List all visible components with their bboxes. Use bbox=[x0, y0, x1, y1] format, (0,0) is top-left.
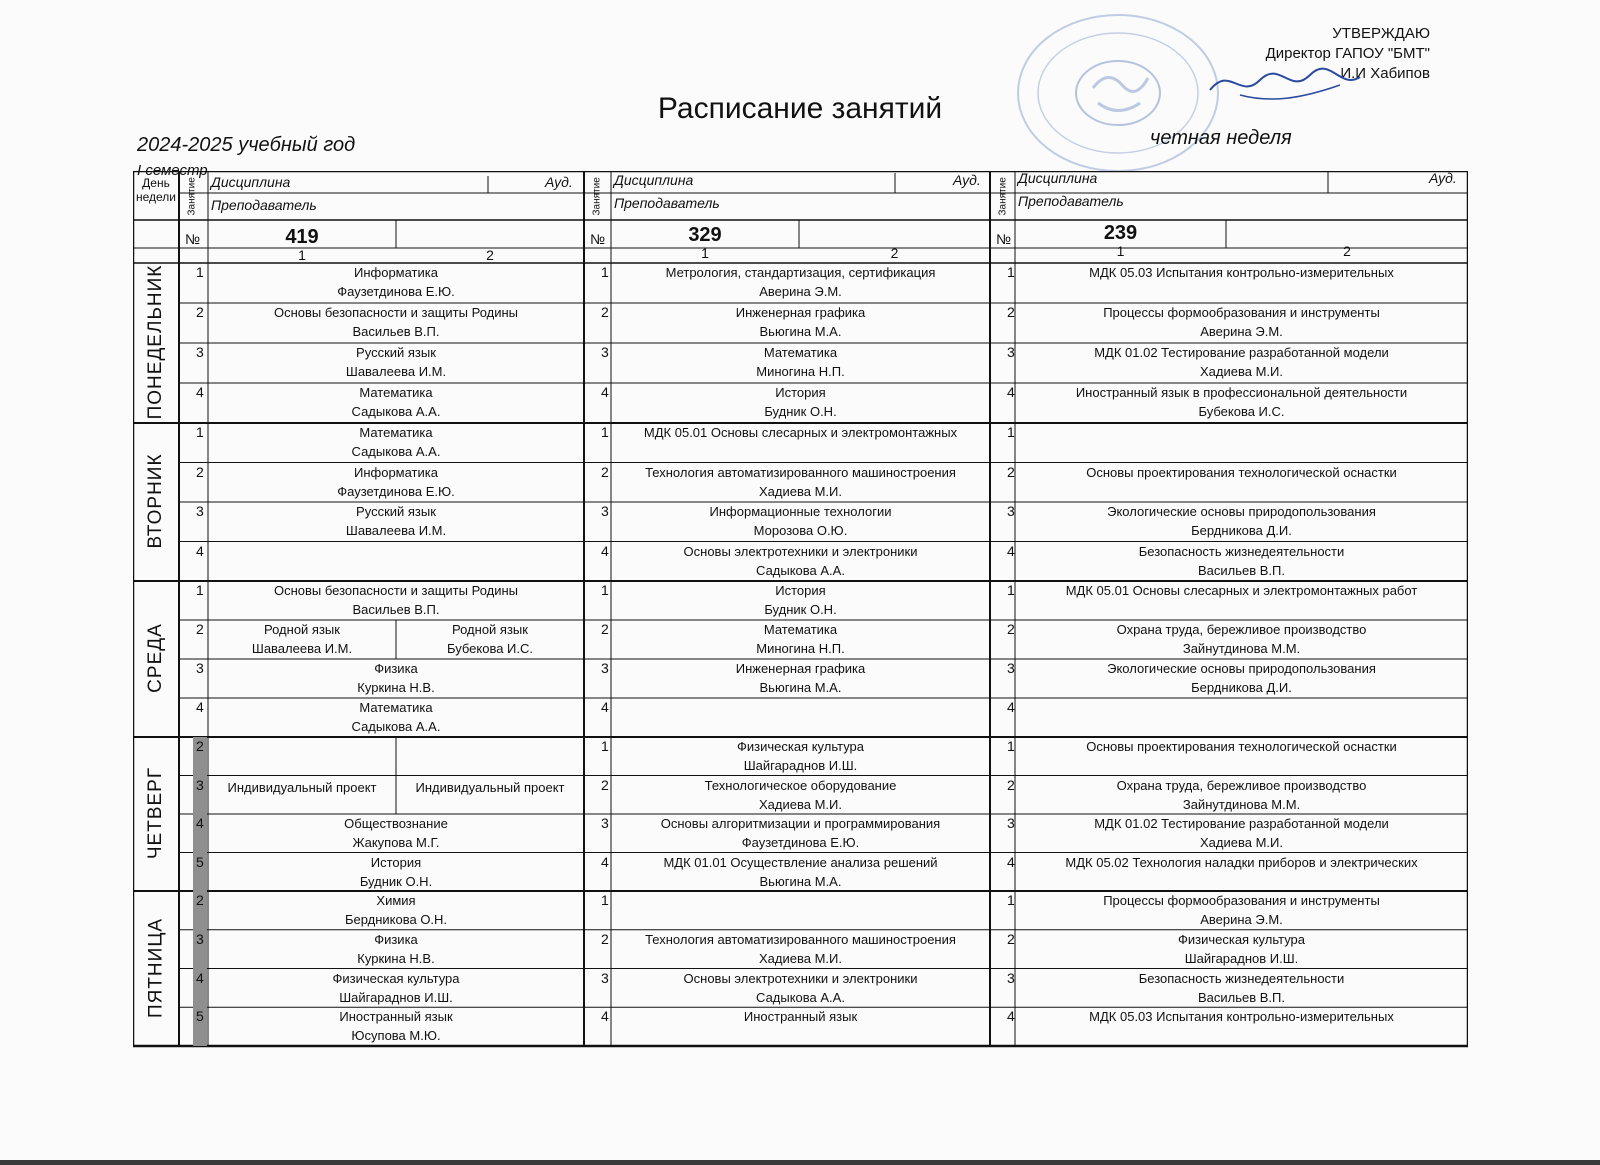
lesson-column-header: Занятие bbox=[591, 177, 603, 216]
lesson-subject: Технологическое оборудование bbox=[704, 777, 897, 793]
lesson-number: 1 bbox=[196, 424, 204, 440]
subgroup-1-label: 1 bbox=[701, 245, 709, 261]
lesson-teacher: Бердникова Д.И. bbox=[1191, 523, 1292, 538]
lesson-teacher: Вьюгина М.А. bbox=[759, 873, 842, 889]
lesson-number: 4 bbox=[1007, 542, 1015, 559]
lesson-subject: Экологические основы природопользования bbox=[1107, 504, 1376, 519]
lesson-number: 1 bbox=[1007, 892, 1015, 908]
number-sign: № bbox=[590, 231, 606, 247]
lesson-subject: МДК 05.03 Испытания контрольно-измерительных bbox=[1089, 1009, 1394, 1025]
lesson-number: 1 bbox=[601, 738, 609, 754]
lesson-subject: МДК 05.02 Технология наладки приборов и электрических bbox=[1065, 854, 1418, 870]
approval-line-1: УТВЕРЖДАЮ bbox=[1332, 25, 1430, 42]
lesson-subject: Информационные технологии bbox=[709, 504, 892, 519]
lesson-teacher: Садыкова А.А. bbox=[351, 404, 441, 419]
lesson-number: 5 bbox=[196, 1008, 204, 1025]
subgroup-1-label: 1 bbox=[298, 247, 306, 263]
page-title: Расписание занятий bbox=[657, 92, 943, 125]
lesson-subject: МДК 05.03 Испытания контрольно-измерительных bbox=[1089, 265, 1394, 280]
day-name: СРЕДА bbox=[145, 623, 166, 693]
lesson-subject: История bbox=[370, 854, 422, 870]
lesson-subject: Физическая культура bbox=[332, 970, 460, 986]
lesson-number: 1 bbox=[196, 582, 204, 598]
lesson-number: 3 bbox=[196, 344, 204, 360]
lesson-subject: Процессы формообразования и инструменты bbox=[1103, 305, 1380, 320]
lesson-number: 2 bbox=[196, 304, 204, 320]
lesson-subject: Информатика bbox=[354, 464, 438, 480]
lesson-number: 4 bbox=[601, 853, 609, 870]
teacher-header: Преподаватель bbox=[211, 197, 317, 213]
lesson-number: 2 bbox=[601, 930, 609, 947]
day-name: ПЯТНИЦА bbox=[145, 917, 166, 1018]
lesson-number: 4 bbox=[196, 699, 204, 715]
lesson-subject: Безопасность жизнедеятельности bbox=[1138, 970, 1345, 986]
lesson-teacher: Зайнутдинова М.М. bbox=[1182, 796, 1301, 812]
lesson-teacher: Куркина Н.В. bbox=[357, 680, 435, 695]
lesson-subject: Охрана труда, бережливое производство bbox=[1116, 622, 1367, 637]
lesson-subject: Обществознание bbox=[344, 816, 448, 831]
lesson-subject: Метрология, стандартизация, сертификация bbox=[665, 265, 936, 280]
lesson-teacher: Хадиева М.И. bbox=[759, 950, 842, 966]
lesson-teacher: Будник О.Н. bbox=[764, 404, 837, 419]
lesson-number: 2 bbox=[196, 738, 204, 754]
lesson-subject: Основы безопасности и защиты Родины bbox=[273, 583, 519, 598]
lesson-subject: Математика bbox=[359, 425, 433, 440]
lesson-subject: Процессы формообразования и инструменты bbox=[1103, 893, 1380, 908]
lesson-teacher: Аверина Э.М. bbox=[1200, 324, 1283, 339]
lesson-subject: Математика bbox=[359, 700, 433, 715]
lesson-subject: Русский язык bbox=[356, 345, 436, 360]
discipline-header: Дисциплина bbox=[211, 174, 291, 190]
lesson-number: 3 bbox=[1007, 660, 1015, 676]
lesson-teacher: Шавалеева И.М. bbox=[345, 523, 447, 538]
lesson-subject: МДК 01.02 Тестирование разработанной модели bbox=[1094, 816, 1389, 831]
lesson-subject: Информатика bbox=[354, 265, 438, 280]
lesson-number: 2 bbox=[601, 776, 609, 793]
day-name: ВТОРНИК bbox=[145, 453, 166, 549]
lesson-subject: Основы электротехники и электроники bbox=[683, 543, 918, 559]
lesson-number: 3 bbox=[601, 969, 609, 986]
day-name: ПОНЕДЕЛЬНИК bbox=[145, 264, 166, 420]
lesson-number: 3 bbox=[196, 660, 204, 676]
room-header: Ауд. bbox=[1429, 170, 1457, 186]
lesson-number: 3 bbox=[196, 930, 204, 947]
lesson-teacher: Васильев В.П. bbox=[1197, 562, 1285, 578]
week-type: четная неделя bbox=[1150, 127, 1292, 149]
lesson-subject: МДК 05.01 Основы слесарных и электромонтажных bbox=[643, 425, 958, 440]
lesson-teacher: Шайгараднов И.Ш. bbox=[743, 758, 858, 773]
lesson-subject: Иностранный язык bbox=[743, 1009, 858, 1025]
lesson-subject: МДК 05.01 Основы слесарных и электромонтажных работ bbox=[1065, 583, 1418, 598]
lesson-teacher: Фаузетдинова Е.Ю. bbox=[337, 284, 455, 299]
lesson-subject: Физическая культура bbox=[1177, 931, 1306, 947]
lesson-subject: Основы проектирования технологической оснастки bbox=[1086, 464, 1397, 480]
lesson-subject: Индивидуальный проект bbox=[227, 779, 377, 795]
lesson-subject: Инженерная графика bbox=[735, 661, 866, 676]
lesson-teacher: Куркина Н.В. bbox=[357, 950, 435, 966]
lesson-number: 3 bbox=[196, 776, 204, 793]
lesson-column-header: Занятие bbox=[186, 177, 198, 216]
lesson-teacher: Шайгараднов И.Ш. bbox=[339, 989, 453, 1005]
lesson-subject: Охрана труда, бережливое производство bbox=[1116, 777, 1367, 793]
lesson-number: 2 bbox=[1007, 930, 1015, 947]
lesson-number: 2 bbox=[196, 621, 204, 637]
lesson-number: 3 bbox=[601, 344, 609, 360]
lesson-teacher: Фаузетдинова Е.Ю. bbox=[337, 483, 455, 499]
lesson-number: 3 bbox=[196, 503, 204, 519]
lesson-subject: Физическая культура bbox=[736, 739, 865, 754]
lesson-teacher: Будник О.Н. bbox=[764, 602, 837, 617]
lesson-teacher: Садыкова А.А. bbox=[351, 444, 441, 459]
day-name: ЧЕТВЕРГ bbox=[145, 766, 166, 860]
lesson-subject: История bbox=[775, 583, 826, 598]
lesson-subject: Физика bbox=[374, 661, 418, 676]
lesson-teacher: Шавалеева И.М. bbox=[345, 364, 447, 379]
lesson-teacher: Хадиева М.И. bbox=[759, 483, 842, 499]
discipline-header: Дисциплина bbox=[614, 172, 694, 188]
lesson-number: 4 bbox=[1007, 699, 1015, 715]
lesson-number: 2 bbox=[601, 463, 609, 480]
lesson-subject: Основы электротехники и электроники bbox=[683, 970, 918, 986]
lesson-subject: Физика bbox=[374, 931, 418, 947]
lesson-number: 1 bbox=[1007, 264, 1015, 280]
lesson-subject: Русский язык bbox=[356, 504, 436, 519]
lesson-subject: Родной язык bbox=[264, 622, 340, 637]
semester-label: I семестр bbox=[137, 162, 208, 179]
lesson-subject: Технология автоматизированного машиностроения bbox=[645, 464, 956, 480]
lesson-teacher: Аверина Э.М. bbox=[1200, 912, 1283, 927]
lesson-subject: История bbox=[775, 385, 826, 400]
number-sign: № bbox=[185, 231, 201, 247]
lesson-subject: Иностранный язык в профессиональной деятельности bbox=[1075, 385, 1408, 400]
lesson-number: 4 bbox=[1007, 853, 1015, 870]
lesson-teacher: Садыкова А.А. bbox=[756, 989, 845, 1005]
lesson-teacher: Зайнутдинова М.М. bbox=[1182, 641, 1301, 656]
lesson-subject: Технология автоматизированного машиностроения bbox=[645, 931, 956, 947]
subgroup-2-label: 2 bbox=[890, 245, 899, 261]
discipline-header: Дисциплина bbox=[1018, 170, 1098, 186]
lesson-number: 3 bbox=[1007, 503, 1015, 519]
lesson-subject: Химия bbox=[376, 893, 416, 908]
teacher-header: Преподаватель bbox=[1018, 193, 1124, 209]
lesson-teacher: Шавалеева И.М. bbox=[251, 641, 353, 656]
lesson-subject: Основы проектирования технологической оснастки bbox=[1086, 739, 1397, 754]
lesson-subject: Экологические основы природопользования bbox=[1107, 661, 1376, 676]
lesson-teacher: Морозова О.Ю. bbox=[753, 523, 848, 538]
page-bottom-edge bbox=[0, 1160, 1600, 1165]
lesson-number: 3 bbox=[1007, 815, 1015, 831]
lesson-number: 1 bbox=[601, 264, 609, 280]
lesson-number: 2 bbox=[196, 463, 204, 480]
lesson-number: 1 bbox=[1007, 582, 1015, 598]
lesson-teacher: Садыкова А.А. bbox=[756, 562, 845, 578]
lesson-number: 2 bbox=[1007, 304, 1015, 320]
lesson-number: 4 bbox=[1007, 384, 1015, 400]
lesson-number: 2 bbox=[1007, 621, 1015, 637]
group-number-329: 329 bbox=[688, 224, 722, 246]
lesson-subject: Основы безопасности и защиты Родины bbox=[273, 305, 519, 320]
lesson-number: 4 bbox=[601, 542, 609, 559]
lesson-number: 1 bbox=[601, 424, 609, 440]
lesson-teacher: Юсупова М.Ю. bbox=[351, 1028, 441, 1044]
lesson-number: 4 bbox=[601, 1008, 609, 1025]
lesson-teacher: Аверина Э.М. bbox=[759, 284, 842, 299]
lesson-teacher: Бубекова И.С. bbox=[446, 641, 534, 656]
lesson-subject: Безопасность жизнедеятельности bbox=[1138, 543, 1345, 559]
lesson-number: 3 bbox=[601, 660, 609, 676]
lesson-number: 4 bbox=[601, 699, 609, 715]
lesson-teacher: Васильев В.П. bbox=[352, 602, 440, 617]
academic-year: 2024-2025 учебный год bbox=[137, 134, 356, 156]
room-header: Ауд. bbox=[545, 174, 573, 190]
lesson-number: 3 bbox=[601, 503, 609, 519]
lesson-subject: Инженерная графика bbox=[735, 305, 866, 320]
number-sign: № bbox=[996, 231, 1012, 247]
group-number-419: 419 bbox=[285, 226, 319, 248]
lesson-teacher: Хадиева М.И. bbox=[1200, 364, 1283, 379]
lesson-number: 4 bbox=[1007, 1008, 1015, 1025]
lesson-number: 3 bbox=[1007, 969, 1015, 986]
lesson-teacher: Бубекова И.С. bbox=[1198, 404, 1285, 419]
lesson-subject: МДК 01.02 Тестирование разработанной модели bbox=[1094, 345, 1389, 360]
lesson-number: 4 bbox=[196, 815, 204, 831]
lesson-column-header: Занятие bbox=[997, 177, 1009, 216]
lesson-teacher: Миногина Н.П. bbox=[756, 364, 845, 379]
lesson-teacher: Хадиева М.И. bbox=[759, 796, 842, 812]
subgroup-2-label: 2 bbox=[1343, 243, 1351, 259]
lesson-subject: Математика bbox=[359, 385, 433, 400]
lesson-teacher: Вьюгина М.А. bbox=[759, 680, 842, 695]
lesson-subject: МДК 01.01 Осуществление анализа решений bbox=[663, 854, 938, 870]
teacher-header: Преподаватель bbox=[614, 195, 720, 211]
lesson-number: 4 bbox=[196, 969, 204, 986]
lesson-subject: Математика bbox=[763, 622, 838, 637]
lesson-number: 2 bbox=[1007, 776, 1015, 793]
lesson-teacher: Бердникова О.Н. bbox=[344, 912, 448, 927]
lesson-teacher: Будник О.Н. bbox=[359, 873, 433, 889]
subgroup-2-label: 2 bbox=[486, 247, 494, 263]
lesson-number: 5 bbox=[196, 853, 204, 870]
group-number-239: 239 bbox=[1103, 222, 1138, 244]
lesson-number: 1 bbox=[601, 582, 609, 598]
lesson-subject: Математика bbox=[763, 345, 838, 360]
lesson-teacher: Хадиева М.И. bbox=[1200, 835, 1283, 850]
lesson-number: 3 bbox=[1007, 344, 1015, 360]
lesson-subject: Основы алгоритмизации и программирования bbox=[660, 816, 941, 831]
lesson-teacher: Бердникова Д.И. bbox=[1191, 680, 1292, 695]
subgroup-1-label: 1 bbox=[1116, 243, 1125, 259]
lesson-number: 2 bbox=[601, 621, 609, 637]
lesson-subject: Родной язык bbox=[452, 622, 528, 637]
approval-line-2: Директор ГАПОУ "БМТ" bbox=[1265, 45, 1430, 62]
lesson-teacher: Садыкова А.А. bbox=[351, 719, 441, 734]
lesson-number: 4 bbox=[196, 542, 204, 559]
lesson-teacher: Шайгараднов И.Ш. bbox=[1184, 950, 1299, 966]
lesson-number: 1 bbox=[601, 892, 609, 908]
lesson-number: 2 bbox=[601, 304, 609, 320]
lesson-number: 4 bbox=[196, 384, 204, 400]
lesson-number: 4 bbox=[601, 384, 609, 400]
lesson-number: 2 bbox=[196, 892, 204, 908]
lesson-teacher: Васильев В.П. bbox=[352, 324, 440, 339]
room-header: Ауд. bbox=[953, 172, 981, 188]
lesson-number: 1 bbox=[1007, 424, 1015, 440]
lesson-number: 1 bbox=[196, 264, 204, 280]
lesson-number: 2 bbox=[1007, 463, 1015, 480]
lesson-teacher: Жакупова М.Г. bbox=[352, 835, 440, 850]
lesson-teacher: Васильев В.П. bbox=[1197, 989, 1285, 1005]
approval-line-3: И.И Хабипов bbox=[1340, 65, 1430, 82]
lesson-number: 1 bbox=[1007, 738, 1015, 754]
lesson-teacher: Фаузетдинова Е.Ю. bbox=[741, 835, 860, 850]
lesson-subject: Индивидуальный проект bbox=[415, 779, 565, 795]
lesson-teacher: Миногина Н.П. bbox=[756, 641, 845, 656]
lesson-number: 3 bbox=[601, 815, 609, 831]
day-column-header: День недели bbox=[135, 176, 177, 204]
lesson-teacher: Вьюгина М.А. bbox=[759, 324, 842, 339]
lesson-subject: Иностранный язык bbox=[339, 1009, 453, 1025]
